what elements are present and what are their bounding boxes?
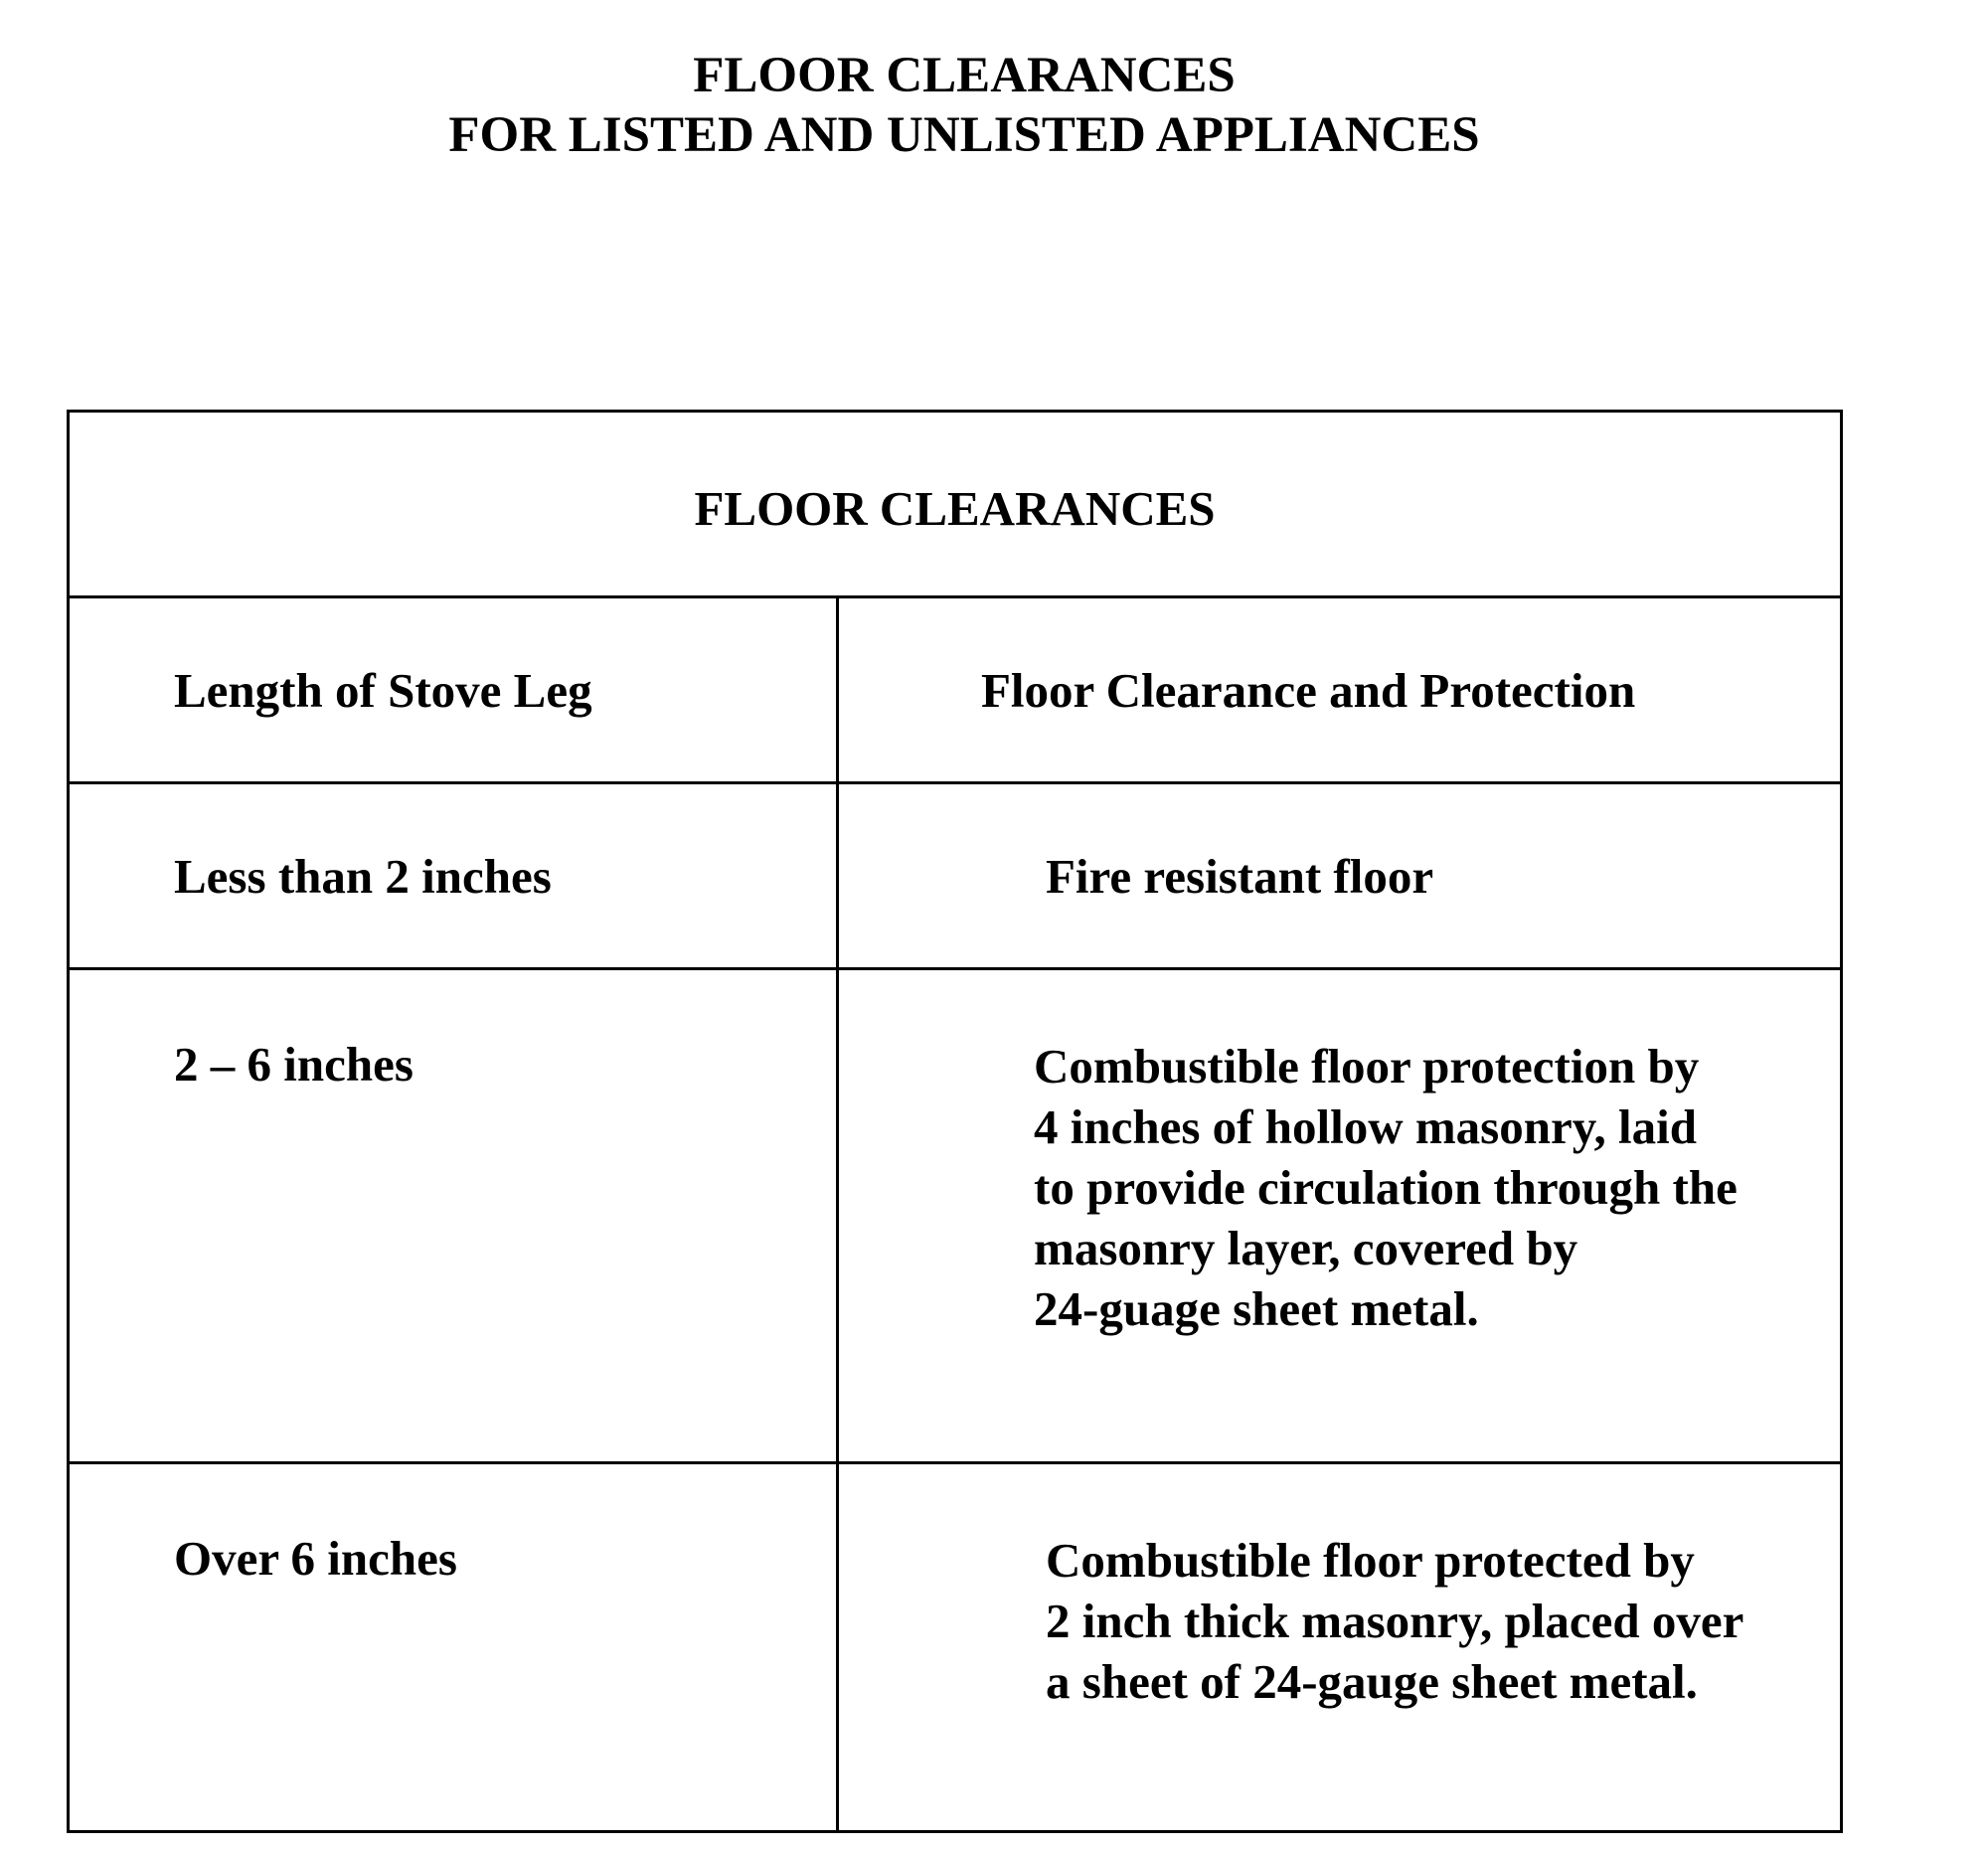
cell-leg (69, 783, 838, 969)
header-leg-label: Length of Stove Leg (174, 662, 592, 718)
cell-protection (838, 969, 1842, 1463)
document-title (0, 46, 1928, 165)
leg-length-text: Over 6 inches (174, 1531, 457, 1586)
cell-protection (838, 783, 1842, 969)
table-caption-row (69, 412, 1842, 597)
header-protection-label: Floor Clearance and Protection (981, 662, 1636, 718)
table-row (69, 1463, 1842, 1832)
header-cell-protection (838, 597, 1842, 783)
table-caption-cell (69, 412, 1842, 597)
title-line-1: FLOOR CLEARANCES (693, 48, 1236, 103)
cell-leg (69, 1463, 838, 1832)
table-row (69, 783, 1842, 969)
title-line-2: FOR LISTED AND UNLISTED APPLIANCES (448, 107, 1480, 163)
floor-clearance-table (67, 410, 1843, 1833)
cell-leg (69, 969, 838, 1463)
protection-text: Combustible floor protected by 2 inch thick masonry, placed over a sheet of 24-gauge sheet metal. (1046, 1533, 1744, 1709)
table-header-row (69, 597, 1842, 783)
cell-protection (838, 1463, 1842, 1832)
table-caption: FLOOR CLEARANCES (694, 480, 1216, 536)
protection-text: Combustible floor protection by 4 inches of hollow masonry, laid to provide circulation through the masonry layer, covered by 24-guage sheet metal. (1034, 1039, 1738, 1336)
leg-length-text: Less than 2 inches (174, 848, 552, 904)
leg-length-text: 2 – 6 inches (174, 1037, 414, 1092)
header-cell-leg (69, 597, 838, 783)
table-row (69, 969, 1842, 1463)
protection-text: Fire resistant floor (1046, 848, 1434, 904)
